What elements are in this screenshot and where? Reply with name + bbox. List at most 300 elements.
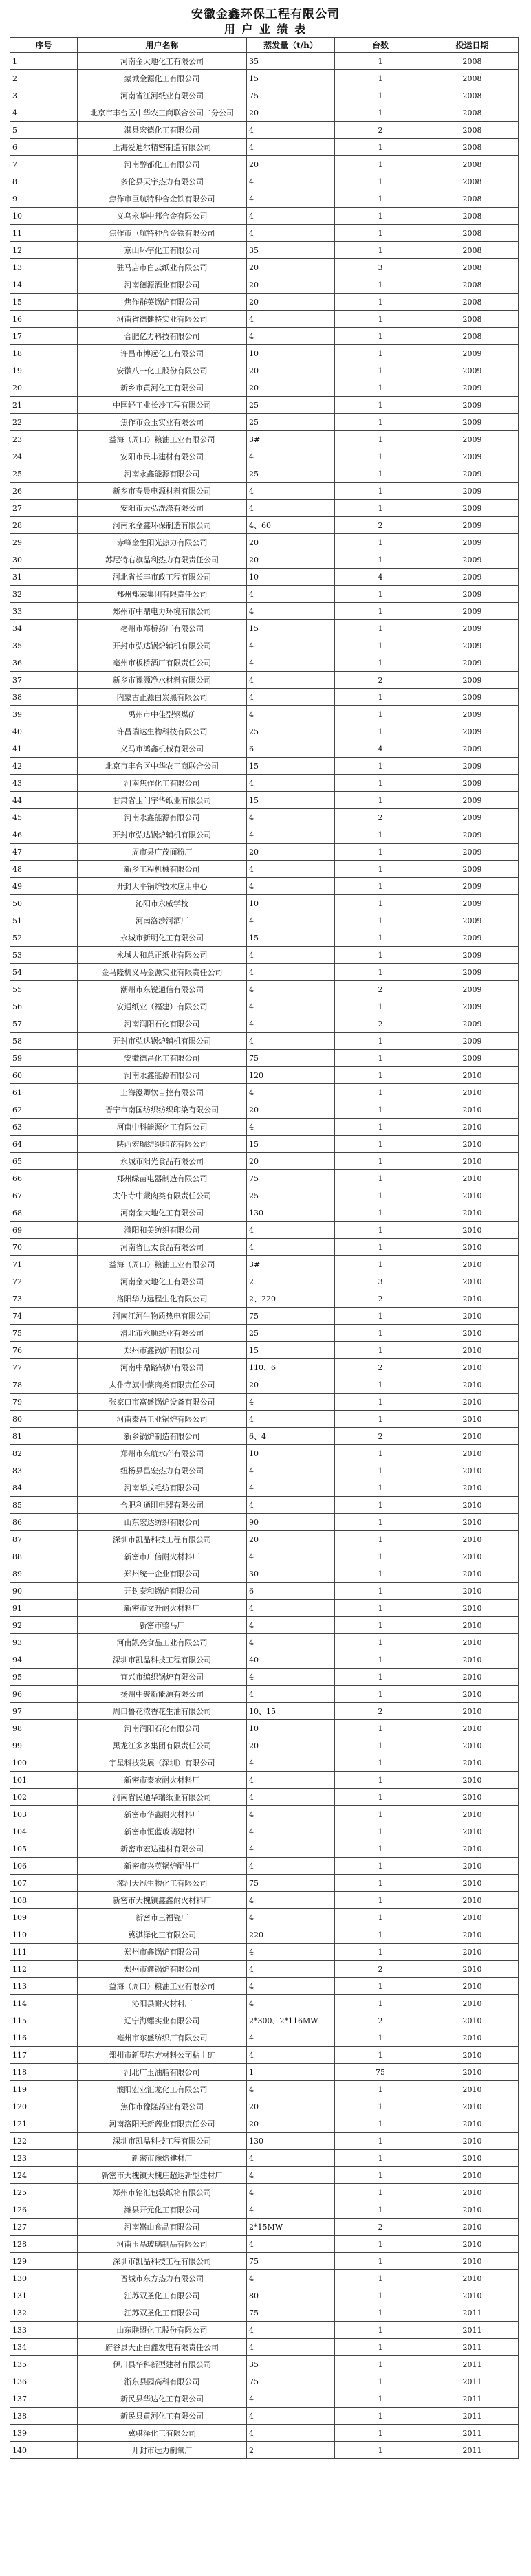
cell-index: 134 bbox=[10, 2339, 78, 2356]
cell-year: 2009 bbox=[426, 672, 519, 689]
cell-client-name: 江苏双圣化工有限公司 bbox=[78, 2287, 247, 2304]
cell-index: 34 bbox=[10, 620, 78, 637]
table-row bbox=[10, 1273, 519, 1290]
cell-client-name: 开封市弘达锅炉辅机有限公司 bbox=[78, 1033, 247, 1050]
cell-client-name: 濮阳和美纺织有限公司 bbox=[78, 1222, 247, 1239]
cell-capacity: 4 bbox=[247, 1669, 335, 1686]
cell-units: 1 bbox=[335, 929, 426, 947]
cell-client-name: 洛阳华力远程生化有限公司 bbox=[78, 1290, 247, 1308]
table-row bbox=[10, 1376, 519, 1394]
cell-capacity: 4 bbox=[247, 2425, 335, 2442]
cell-capacity: 25 bbox=[247, 1325, 335, 1342]
cell-units: 1 bbox=[335, 397, 426, 414]
cell-capacity: 4 bbox=[247, 2270, 335, 2287]
cell-year: 2009 bbox=[426, 878, 519, 895]
cell-year: 2010 bbox=[426, 1411, 519, 1428]
cell-index: 68 bbox=[10, 1204, 78, 1222]
table-row bbox=[10, 947, 519, 964]
cell-year: 2010 bbox=[426, 1772, 519, 1789]
cell-client-name: 深圳市凯晶科技工程有限公司 bbox=[78, 2133, 247, 2150]
cell-capacity: 20 bbox=[247, 379, 335, 397]
cell-client-name: 河南玉晶玻璃制品有限公司 bbox=[78, 2236, 247, 2253]
cell-year: 2009 bbox=[426, 723, 519, 740]
table-row bbox=[10, 1187, 519, 1204]
cell-capacity: 4 bbox=[247, 1944, 335, 1961]
cell-capacity: 25 bbox=[247, 397, 335, 414]
table-row bbox=[10, 1944, 519, 1961]
table-row bbox=[10, 620, 519, 637]
cell-year: 2009 bbox=[426, 775, 519, 792]
cell-capacity: 4 bbox=[247, 1686, 335, 1703]
cell-client-name: 濮阳宏业汇龙化工有限公司 bbox=[78, 2081, 247, 2098]
cell-year: 2010 bbox=[426, 1944, 519, 1961]
cell-capacity: 4 bbox=[247, 190, 335, 208]
table-row bbox=[10, 1686, 519, 1703]
cell-index: 84 bbox=[10, 1479, 78, 1497]
cell-index: 58 bbox=[10, 1033, 78, 1050]
table-row bbox=[10, 1170, 519, 1187]
cell-units: 1 bbox=[335, 1170, 426, 1187]
cell-index: 86 bbox=[10, 1514, 78, 1531]
cell-client-name: 郑州市铭汇包装纸箱有限公司 bbox=[78, 2184, 247, 2201]
cell-client-name: 晋城市东方热力有限公司 bbox=[78, 2270, 247, 2287]
cell-year: 2010 bbox=[426, 1101, 519, 1119]
cell-client-name: 郑州市鑫锅炉有限公司 bbox=[78, 1944, 247, 1961]
cell-year: 2010 bbox=[426, 1153, 519, 1170]
cell-client-name: 许昌瑞达生物科技有限公司 bbox=[78, 723, 247, 740]
cell-units: 1 bbox=[335, 998, 426, 1015]
cell-units: 1 bbox=[335, 534, 426, 551]
cell-year: 2009 bbox=[426, 1015, 519, 1033]
cell-client-name: 益海（周口）粮油工业有限公司 bbox=[78, 431, 247, 448]
cell-index: 107 bbox=[10, 1875, 78, 1892]
cell-client-name: 浙东县园高科有限公司 bbox=[78, 2373, 247, 2390]
cell-client-name: 河南德源酒业有限公司 bbox=[78, 276, 247, 294]
cell-index: 57 bbox=[10, 1015, 78, 1033]
cell-index: 61 bbox=[10, 1084, 78, 1101]
cell-capacity: 4 bbox=[247, 1995, 335, 2012]
cell-year: 2008 bbox=[426, 53, 519, 70]
cell-units: 1 bbox=[335, 878, 426, 895]
cell-units: 1 bbox=[335, 483, 426, 500]
cell-units: 1 bbox=[335, 844, 426, 861]
cell-year: 2010 bbox=[426, 1995, 519, 2012]
cell-index: 127 bbox=[10, 2219, 78, 2236]
cell-client-name: 河南金大地化工有限公司 bbox=[78, 1204, 247, 1222]
table-row bbox=[10, 345, 519, 362]
table-row bbox=[10, 2304, 519, 2322]
cell-units: 1 bbox=[335, 1222, 426, 1239]
cell-year: 2010 bbox=[426, 2270, 519, 2287]
table-row bbox=[10, 2322, 519, 2339]
cell-client-name: 焦作市金玉实业有限公司 bbox=[78, 414, 247, 431]
cell-capacity: 20 bbox=[247, 551, 335, 569]
table-row bbox=[10, 1995, 519, 2012]
cell-units: 1 bbox=[335, 1119, 426, 1136]
table-row bbox=[10, 1479, 519, 1497]
cell-client-name: 扬州中聚新能源有限公司 bbox=[78, 1686, 247, 1703]
table-row bbox=[10, 483, 519, 500]
cell-capacity: 4 bbox=[247, 2029, 335, 2047]
cell-units: 1 bbox=[335, 1376, 426, 1394]
table-row bbox=[10, 1136, 519, 1153]
cell-units: 1 bbox=[335, 1308, 426, 1325]
cell-year: 2008 bbox=[426, 208, 519, 225]
cell-units: 1 bbox=[335, 1892, 426, 1909]
cell-client-name: 郑州市中鼎电力环境有限公司 bbox=[78, 603, 247, 620]
cell-year: 2009 bbox=[426, 603, 519, 620]
cell-year: 2010 bbox=[426, 2167, 519, 2184]
table-row bbox=[10, 878, 519, 895]
cell-year: 2009 bbox=[426, 826, 519, 844]
cell-units: 1 bbox=[335, 448, 426, 465]
cell-year: 2008 bbox=[426, 259, 519, 276]
cell-year: 2010 bbox=[426, 1840, 519, 1858]
cell-year: 2010 bbox=[426, 2184, 519, 2201]
table-row bbox=[10, 929, 519, 947]
table-row bbox=[10, 448, 519, 465]
cell-year: 2010 bbox=[426, 2047, 519, 2064]
cell-year: 2009 bbox=[426, 414, 519, 431]
cell-year: 2008 bbox=[426, 87, 519, 104]
cell-year: 2011 bbox=[426, 2408, 519, 2425]
cell-units: 1 bbox=[335, 2047, 426, 2064]
cell-year: 2010 bbox=[426, 2253, 519, 2270]
cell-client-name: 河北省长丰市政工程有限公司 bbox=[78, 569, 247, 586]
table-row bbox=[10, 792, 519, 809]
cell-capacity: 4 bbox=[247, 1239, 335, 1256]
cell-units: 1 bbox=[335, 2253, 426, 2270]
cell-year: 2009 bbox=[426, 517, 519, 534]
cell-client-name: 新乡市春晨电源材料有限公司 bbox=[78, 483, 247, 500]
cell-year: 2009 bbox=[426, 483, 519, 500]
cell-index: 48 bbox=[10, 861, 78, 878]
cell-capacity: 15 bbox=[247, 792, 335, 809]
table-row bbox=[10, 1772, 519, 1789]
cell-capacity: 4 bbox=[247, 1892, 335, 1909]
cell-index: 56 bbox=[10, 998, 78, 1015]
cell-client-name: 甘肃省玉门宇华纸业有限公司 bbox=[78, 792, 247, 809]
cell-client-name: 亳州市郑桥药厂有限公司 bbox=[78, 620, 247, 637]
cell-client-name: 冀骐泽化工有限公司 bbox=[78, 2425, 247, 2442]
table-row bbox=[10, 2287, 519, 2304]
cell-year: 2010 bbox=[426, 2098, 519, 2115]
cell-index: 39 bbox=[10, 706, 78, 723]
cell-capacity: 4 bbox=[247, 706, 335, 723]
cell-units: 4 bbox=[335, 740, 426, 758]
cell-capacity: 4 bbox=[247, 1823, 335, 1840]
cell-capacity: 4 bbox=[247, 637, 335, 654]
cell-capacity: 20 bbox=[247, 259, 335, 276]
cell-index: 49 bbox=[10, 878, 78, 895]
cell-capacity: 2、220 bbox=[247, 1290, 335, 1308]
cell-capacity: 80 bbox=[247, 2287, 335, 2304]
table-row bbox=[10, 1514, 519, 1531]
cell-capacity: 4 bbox=[247, 1772, 335, 1789]
table-row bbox=[10, 1067, 519, 1084]
cell-index: 11 bbox=[10, 225, 78, 242]
table-row bbox=[10, 414, 519, 431]
table-row bbox=[10, 465, 519, 483]
cell-index: 70 bbox=[10, 1239, 78, 1256]
cell-client-name: 郑州市鑫锅炉有限公司 bbox=[78, 1961, 247, 1978]
table-row bbox=[10, 2029, 519, 2047]
cell-units: 1 bbox=[335, 1497, 426, 1514]
cell-index: 80 bbox=[10, 1411, 78, 1428]
cell-client-name: 蒙城金源化工有限公司 bbox=[78, 70, 247, 87]
table-row bbox=[10, 1754, 519, 1772]
cell-client-name: 亳州市板桥酒厂有限责任公司 bbox=[78, 654, 247, 672]
table-row bbox=[10, 809, 519, 826]
cell-index: 104 bbox=[10, 1823, 78, 1840]
cell-year: 2010 bbox=[426, 2064, 519, 2081]
table-row bbox=[10, 2236, 519, 2253]
cell-units: 2 bbox=[335, 1290, 426, 1308]
cell-capacity: 35 bbox=[247, 242, 335, 259]
cell-units: 1 bbox=[335, 1256, 426, 1273]
cell-client-name: 滑北市永顺纸业有限公司 bbox=[78, 1325, 247, 1342]
cell-client-name: 郑州市东航水产有限公司 bbox=[78, 1445, 247, 1462]
cell-year: 2008 bbox=[426, 328, 519, 345]
table-row bbox=[10, 1858, 519, 1875]
cell-index: 102 bbox=[10, 1789, 78, 1806]
table-row bbox=[10, 2098, 519, 2115]
cell-units: 1 bbox=[335, 1669, 426, 1686]
cell-units: 1 bbox=[335, 912, 426, 929]
cell-units: 1 bbox=[335, 190, 426, 208]
cell-client-name: 开封泰和锅炉有限公司 bbox=[78, 1583, 247, 1600]
cell-index: 69 bbox=[10, 1222, 78, 1239]
cell-units: 1 bbox=[335, 775, 426, 792]
cell-units: 1 bbox=[335, 2150, 426, 2167]
cell-client-name: 潮州市东锐通信有限公司 bbox=[78, 981, 247, 998]
cell-units: 1 bbox=[335, 1944, 426, 1961]
cell-client-name: 新乡工程机械有限公司 bbox=[78, 861, 247, 878]
cell-client-name: 深圳市凯晶科技工程有限公司 bbox=[78, 2253, 247, 2270]
cell-units: 1 bbox=[335, 2029, 426, 2047]
table-row bbox=[10, 1101, 519, 1119]
cell-index: 53 bbox=[10, 947, 78, 964]
table-row bbox=[10, 826, 519, 844]
cell-capacity: 4 bbox=[247, 328, 335, 345]
cell-units: 1 bbox=[335, 1153, 426, 1170]
cell-index: 75 bbox=[10, 1325, 78, 1342]
cell-index: 33 bbox=[10, 603, 78, 620]
cell-capacity: 4 bbox=[247, 1462, 335, 1479]
cell-units: 1 bbox=[335, 1514, 426, 1531]
table-row bbox=[10, 2356, 519, 2373]
cell-index: 121 bbox=[10, 2115, 78, 2133]
cell-capacity: 4 bbox=[247, 2322, 335, 2339]
cell-units: 1 bbox=[335, 895, 426, 912]
cell-units: 1 bbox=[335, 586, 426, 603]
cell-units: 1 bbox=[335, 2304, 426, 2322]
cell-capacity: 130 bbox=[247, 2133, 335, 2150]
cell-client-name: 金马隆机义马金源实业有限责任公司 bbox=[78, 964, 247, 981]
cell-client-name: 中国轻工业长沙工程有限公司 bbox=[78, 397, 247, 414]
cell-units: 1 bbox=[335, 2356, 426, 2373]
table-row bbox=[10, 706, 519, 723]
cell-year: 2010 bbox=[426, 1754, 519, 1772]
table-row bbox=[10, 1961, 519, 1978]
cell-units: 1 bbox=[335, 2390, 426, 2408]
cell-client-name: 焦作市巨航特种合金铁有限公司 bbox=[78, 190, 247, 208]
cell-client-name: 辽宁海螺实业有限公司 bbox=[78, 2012, 247, 2029]
cell-index: 87 bbox=[10, 1531, 78, 1548]
cell-units: 2 bbox=[335, 981, 426, 998]
cell-units: 1 bbox=[335, 1995, 426, 2012]
table-row bbox=[10, 1290, 519, 1308]
cell-client-name: 益海（周口）粮油工业有限公司 bbox=[78, 1978, 247, 1995]
cell-index: 128 bbox=[10, 2236, 78, 2253]
cell-client-name: 伊川县华科新型建材有限公司 bbox=[78, 2356, 247, 2373]
cell-client-name: 太仆寺中蒙肉类有限责任公司 bbox=[78, 1187, 247, 1204]
cell-year: 2009 bbox=[426, 912, 519, 929]
cell-index: 83 bbox=[10, 1462, 78, 1479]
cell-client-name: 河南省江河纸业有限公司 bbox=[78, 87, 247, 104]
cell-index: 25 bbox=[10, 465, 78, 483]
cell-capacity: 130 bbox=[247, 1204, 335, 1222]
cell-capacity: 4 bbox=[247, 964, 335, 981]
cell-client-name: 山东联盟化工股份有限公司 bbox=[78, 2322, 247, 2339]
cell-capacity: 4 bbox=[247, 861, 335, 878]
cell-units: 1 bbox=[335, 1772, 426, 1789]
cell-client-name: 太仆寺旗中蒙肉类有限责任公司 bbox=[78, 1376, 247, 1394]
cell-units: 2 bbox=[335, 122, 426, 139]
cell-client-name: 河南金大地化工有限公司 bbox=[78, 53, 247, 70]
cell-client-name: 府谷县天正白鑫发电有限责任公司 bbox=[78, 2339, 247, 2356]
cell-units: 1 bbox=[335, 1050, 426, 1067]
table-row bbox=[10, 1600, 519, 1617]
cell-client-name: 郑州绿苗电器制造有限公司 bbox=[78, 1170, 247, 1187]
cell-units: 1 bbox=[335, 1033, 426, 1050]
table-row bbox=[10, 1394, 519, 1411]
table-row bbox=[10, 1617, 519, 1634]
cell-client-name: 新民县黄河化工有限公司 bbox=[78, 2408, 247, 2425]
cell-capacity: 4 bbox=[247, 1617, 335, 1634]
cell-units: 1 bbox=[335, 1067, 426, 1084]
cell-index: 21 bbox=[10, 397, 78, 414]
cell-capacity: 15 bbox=[247, 620, 335, 637]
cell-capacity: 1 bbox=[247, 2064, 335, 2081]
header-capacity: 蒸发量（t/h） bbox=[247, 38, 335, 53]
cell-year: 2010 bbox=[426, 1308, 519, 1325]
cell-client-name: 张家口市富盛锅炉设备有限公司 bbox=[78, 1394, 247, 1411]
table-row bbox=[10, 2012, 519, 2029]
cell-client-name: 新密市大槐镇鑫鑫耐火材料厂 bbox=[78, 1892, 247, 1909]
cell-capacity: 4 bbox=[247, 2408, 335, 2425]
cell-year: 2009 bbox=[426, 1033, 519, 1050]
cell-units: 1 bbox=[335, 706, 426, 723]
table-row bbox=[10, 2115, 519, 2133]
cell-year: 2010 bbox=[426, 1170, 519, 1187]
cell-year: 2009 bbox=[426, 706, 519, 723]
cell-year: 2009 bbox=[426, 397, 519, 414]
cell-index: 4 bbox=[10, 104, 78, 122]
cell-units: 1 bbox=[335, 620, 426, 637]
cell-index: 85 bbox=[10, 1497, 78, 1514]
cell-year: 2009 bbox=[426, 740, 519, 758]
table-row bbox=[10, 173, 519, 190]
cell-index: 37 bbox=[10, 672, 78, 689]
cell-index: 62 bbox=[10, 1101, 78, 1119]
cell-capacity: 4 bbox=[247, 1789, 335, 1806]
table-row bbox=[10, 2390, 519, 2408]
table-row bbox=[10, 1651, 519, 1669]
cell-capacity: 25 bbox=[247, 723, 335, 740]
cell-year: 2009 bbox=[426, 844, 519, 861]
cell-capacity: 6、4 bbox=[247, 1428, 335, 1445]
cell-client-name: 禹州市中佳型钢煤矿 bbox=[78, 706, 247, 723]
cell-capacity: 4 bbox=[247, 139, 335, 156]
table-row bbox=[10, 758, 519, 775]
cell-year: 2010 bbox=[426, 2133, 519, 2150]
cell-capacity: 110、6 bbox=[247, 1359, 335, 1376]
cell-year: 2010 bbox=[426, 1290, 519, 1308]
table-row bbox=[10, 1411, 519, 1428]
cell-year: 2008 bbox=[426, 156, 519, 173]
cell-client-name: 河北广玉油脂有限公司 bbox=[78, 2064, 247, 2081]
cell-index: 130 bbox=[10, 2270, 78, 2287]
cell-index: 89 bbox=[10, 1565, 78, 1583]
cell-capacity: 15 bbox=[247, 1342, 335, 1359]
cell-index: 27 bbox=[10, 500, 78, 517]
cell-year: 2009 bbox=[426, 345, 519, 362]
cell-capacity: 20 bbox=[247, 1737, 335, 1754]
cell-index: 6 bbox=[10, 139, 78, 156]
cell-capacity: 4 bbox=[247, 483, 335, 500]
table-row bbox=[10, 500, 519, 517]
table-row bbox=[10, 1789, 519, 1806]
cell-units: 1 bbox=[335, 1531, 426, 1548]
cell-capacity: 4 bbox=[247, 1084, 335, 1101]
cell-index: 36 bbox=[10, 654, 78, 672]
cell-index: 8 bbox=[10, 173, 78, 190]
cell-client-name: 新密市恒蓝玻璃建材厂 bbox=[78, 1823, 247, 1840]
cell-units: 1 bbox=[335, 551, 426, 569]
cell-index: 3 bbox=[10, 87, 78, 104]
cell-index: 30 bbox=[10, 551, 78, 569]
cell-year: 2010 bbox=[426, 1858, 519, 1875]
table-row bbox=[10, 569, 519, 586]
cell-units: 1 bbox=[335, 2201, 426, 2219]
cell-index: 95 bbox=[10, 1669, 78, 1686]
table-row bbox=[10, 1204, 519, 1222]
cell-capacity: 20 bbox=[247, 362, 335, 379]
cell-client-name: 安徽德昌化工有限公司 bbox=[78, 1050, 247, 1067]
table-row bbox=[10, 294, 519, 311]
table-row bbox=[10, 1823, 519, 1840]
cell-units: 1 bbox=[335, 1978, 426, 1995]
cell-index: 119 bbox=[10, 2081, 78, 2098]
cell-client-name: 新乡市黄河化工有限公司 bbox=[78, 379, 247, 397]
table-row bbox=[10, 1033, 519, 1050]
cell-capacity: 75 bbox=[247, 1170, 335, 1187]
cell-capacity: 30 bbox=[247, 1565, 335, 1583]
cell-capacity: 75 bbox=[247, 87, 335, 104]
cell-index: 93 bbox=[10, 1634, 78, 1651]
cell-index: 126 bbox=[10, 2201, 78, 2219]
cell-index: 100 bbox=[10, 1754, 78, 1772]
cell-year: 2010 bbox=[426, 1978, 519, 1995]
cell-client-name: 多伦县天宇热力有限公司 bbox=[78, 173, 247, 190]
cell-capacity: 4 bbox=[247, 1634, 335, 1651]
table-row bbox=[10, 139, 519, 156]
table-row bbox=[10, 912, 519, 929]
cell-client-name: 上海澄卿软自控有限公司 bbox=[78, 1084, 247, 1101]
cell-year: 2011 bbox=[426, 2390, 519, 2408]
table-row bbox=[10, 1669, 519, 1686]
